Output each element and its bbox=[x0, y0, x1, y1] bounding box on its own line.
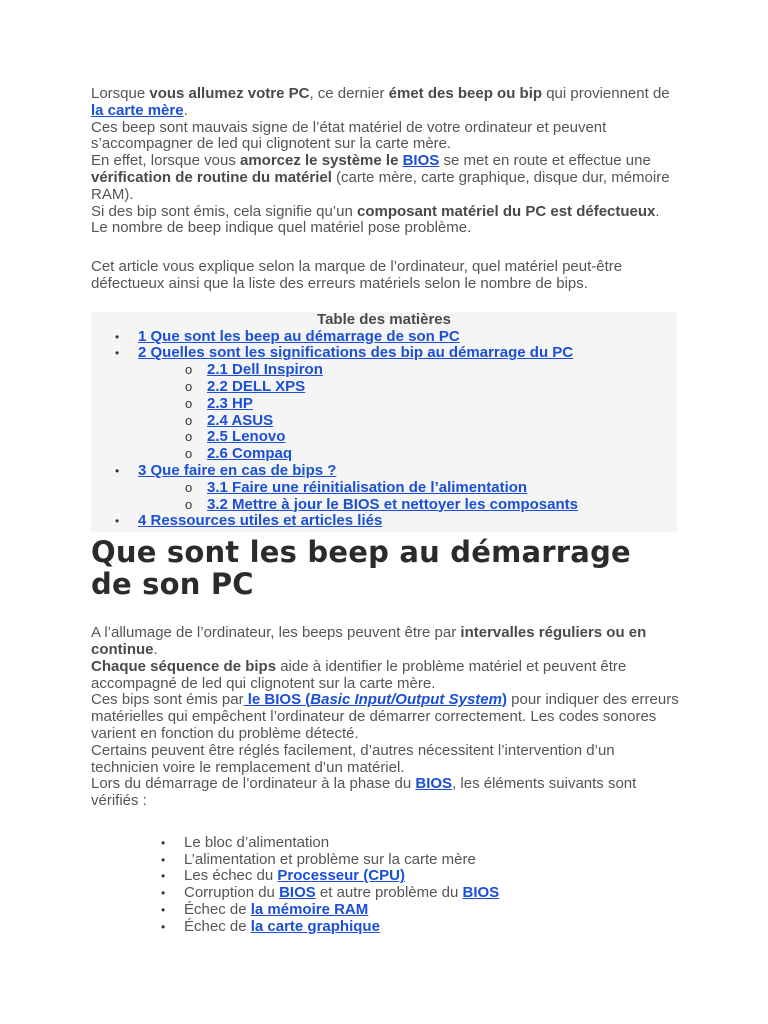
circle-bullet-icon: o bbox=[185, 446, 193, 462]
toc-link[interactable]: 3 Que faire en cas de bips ? bbox=[138, 461, 337, 479]
intro-text: qui proviennent de bbox=[542, 85, 670, 102]
list-item: • Échec de la mémoire RAM bbox=[161, 901, 369, 919]
toc-list bbox=[91, 329, 677, 531]
intro-text: Lorsque bbox=[91, 85, 150, 102]
bios-link[interactable]: BIOS bbox=[402, 152, 440, 170]
toc-link[interactable]: 2 Quelles sont les significations des bip au démarrage du PC bbox=[138, 344, 574, 362]
carte-graphique-link[interactable]: la carte graphique bbox=[250, 917, 380, 935]
processeur-link[interactable]: Processeur (CPU) bbox=[277, 867, 405, 885]
circle-bullet-icon: o bbox=[185, 412, 193, 428]
section-text: pour indiquer des erreurs matérielles qui empêchent l’ordinateur de démarrer correctement. Les codes sonores varient en fonction du problème détecté. bbox=[91, 691, 679, 742]
intro-bold: vous allumez votre PC bbox=[149, 85, 310, 102]
bullet-icon: • bbox=[115, 514, 120, 529]
toc-item-2-5 bbox=[91, 429, 677, 446]
bullet-icon: • bbox=[161, 835, 166, 850]
toc-item-4 bbox=[91, 513, 677, 530]
article-body bbox=[91, 86, 679, 936]
toc-link[interactable]: 4 Ressources utiles et articles liés bbox=[138, 512, 383, 530]
section-bold: intervalles réguliers ou en continue bbox=[91, 624, 647, 658]
toc-link[interactable]: 2.4 ASUS bbox=[207, 411, 274, 429]
list-item: • Le bloc d’alimentation bbox=[161, 833, 330, 851]
bios-definition-link[interactable]: le BIOS (Basic Input/Output System) bbox=[243, 691, 507, 709]
toc-item-3-1 bbox=[91, 480, 677, 497]
bullet-icon: • bbox=[161, 886, 166, 901]
intro-text: , ce dernier bbox=[309, 85, 389, 102]
toc-link[interactable]: 2.2 DELL XPS bbox=[207, 377, 306, 395]
intro-text: Ces beep sont mauvais signe de l’état matériel de votre ordinateur et peuvent s’accompagner de led qui clignotent sur la carte mère. bbox=[91, 118, 607, 153]
section-paragraph bbox=[91, 625, 679, 810]
bios-link[interactable]: BIOS bbox=[462, 884, 500, 902]
circle-bullet-icon: o bbox=[185, 362, 193, 378]
carte-mere-link[interactable]: la carte mère bbox=[91, 101, 184, 119]
bios-link[interactable]: BIOS bbox=[415, 775, 453, 793]
intro-text: . bbox=[655, 202, 660, 220]
list-item: • Les échec du Processeur (CPU) bbox=[161, 867, 405, 885]
section-text: Ces bips sont émis par bbox=[91, 691, 244, 709]
circle-bullet-icon: o bbox=[185, 429, 193, 445]
section-text: , les éléments suivants sont vérifiés : bbox=[91, 775, 637, 810]
section-bold: Chaque séquence de bips bbox=[91, 657, 277, 675]
toc-item-3-2 bbox=[91, 497, 677, 514]
circle-bullet-icon: o bbox=[185, 496, 193, 512]
bullet-icon: • bbox=[115, 329, 120, 344]
bullet-icon: • bbox=[161, 869, 166, 884]
section-text: Certains peuvent être réglés facilement, d’autres nécessitent l’intervention d’un technicien voire le remplacement d’un matériel. bbox=[91, 741, 615, 776]
bullet-icon: • bbox=[161, 903, 166, 918]
intro-text: (carte mère, carte graphique, disque dur, mémoire RAM). bbox=[91, 168, 670, 203]
toc-link[interactable]: 3.2 Mettre à jour le BIOS et nettoyer les composants bbox=[207, 495, 578, 513]
toc-link[interactable]: 1 Que sont les beep au démarrage de son PC bbox=[138, 327, 460, 345]
bullet-icon: • bbox=[115, 346, 120, 361]
list-item: • L’alimentation et problème sur la carte mère bbox=[161, 850, 476, 868]
bullet-icon: • bbox=[161, 919, 166, 934]
table-of-contents bbox=[91, 312, 677, 532]
bios-link[interactable]: BIOS bbox=[279, 884, 316, 902]
toc-item-2-1 bbox=[91, 362, 677, 379]
section-text: aide à identifier le problème matériel et peuvent être accompagné de led qui clignotent sur la carte mère. bbox=[91, 657, 627, 692]
intro-text: se met en route et effectue une bbox=[439, 152, 651, 170]
circle-bullet-icon: o bbox=[185, 395, 193, 411]
toc-item-2-6 bbox=[91, 446, 677, 463]
memoire-ram-link[interactable]: la mémoire RAM bbox=[250, 901, 369, 919]
intro-text: . bbox=[183, 101, 188, 119]
list-item: • Corruption du BIOS et autre problème du BIOS bbox=[161, 884, 500, 902]
toc-item-3 bbox=[91, 463, 677, 480]
circle-bullet-icon: o bbox=[185, 479, 193, 495]
intro-bold: émet des beep ou bip bbox=[388, 85, 543, 102]
intro-bold: vérification de routine du matériel bbox=[91, 168, 332, 186]
list-item: • Échec de la carte graphique bbox=[161, 917, 380, 935]
toc-link[interactable]: 2.3 HP bbox=[207, 394, 253, 412]
toc-item-2 bbox=[91, 345, 677, 362]
intro-paragraph bbox=[91, 86, 679, 237]
bullet-icon: • bbox=[161, 852, 166, 867]
intro-text: Si des bip sont émis, cela signifie qu’un bbox=[91, 202, 357, 220]
section-text: . bbox=[153, 640, 158, 658]
intro-bold: composant matériel du PC est défectueux bbox=[356, 202, 656, 220]
bullet-icon: • bbox=[115, 463, 120, 478]
toc-link[interactable]: 2.6 Compaq bbox=[207, 445, 293, 463]
article-summary: Cet article vous explique selon la marque de l’ordinateur, quel matériel peut-être défectueux ainsi que la liste des erreurs matériels selon le nombre de bips. bbox=[91, 258, 623, 292]
intro-bold: amorcez le système le bbox=[239, 152, 403, 170]
section-heading: Que sont les beep au démarrage de son PC bbox=[91, 535, 631, 602]
toc-item-1 bbox=[91, 329, 677, 346]
toc-link[interactable]: 2.5 Lenovo bbox=[207, 428, 286, 446]
toc-link[interactable]: 3.1 Faire une réinitialisation de l’alimentation bbox=[207, 478, 528, 496]
section-text: Lors du démarrage de l’ordinateur à la phase du bbox=[91, 775, 416, 793]
toc-link[interactable]: 2.1 Dell Inspiron bbox=[207, 361, 323, 379]
toc-title: Table des matières bbox=[317, 310, 451, 328]
circle-bullet-icon: o bbox=[185, 378, 193, 394]
toc-item-2-2 bbox=[91, 379, 677, 396]
section-text: A l’allumage de l’ordinateur, les beeps peuvent être par bbox=[91, 624, 461, 642]
checks-list bbox=[91, 835, 679, 936]
intro-text: Le nombre de beep indique quel matériel pose problème. bbox=[91, 219, 472, 237]
toc-item-2-3 bbox=[91, 396, 677, 413]
intro-text: En effet, lorsque vous bbox=[91, 152, 240, 170]
toc-item-2-4 bbox=[91, 413, 677, 430]
